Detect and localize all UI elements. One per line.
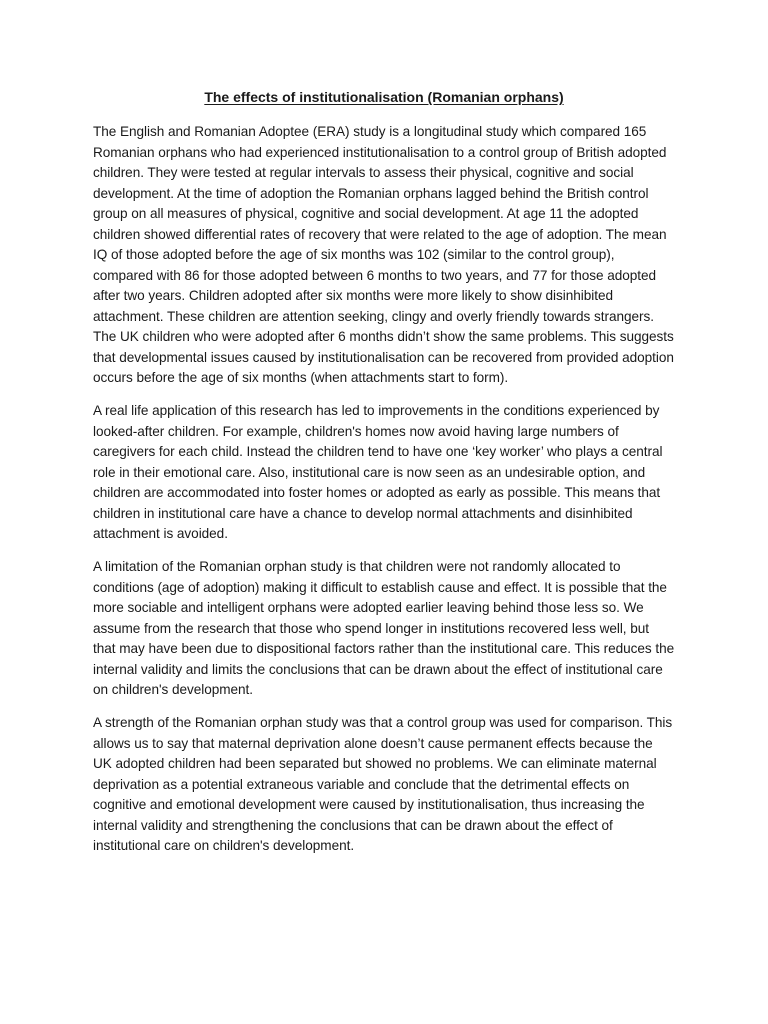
document-title: The effects of institutionalisation (Romanian orphans) (204, 89, 564, 105)
paragraph-limitation: A limitation of the Romanian orphan study is that children were not randomly allocated to conditions (age of adoption) making it difficult to establish cause and effect. It is possible that the more sociable and intelligent orphans were adopted earlier leaving behind those less so. We assume from the research that those who spend longer in institutions recovered less well, but that may have been due to dispositional factors rather than the institutional care. This reduces the internal validity and limits the conclusions that can be drawn about the effect of institutional care on children's development. (93, 559, 675, 697)
paragraph-era-study: The English and Romanian Adoptee (ERA) study is a longitudinal study which compared 165 Romanian orphans who had experienced institutionalisation to a control group of British adopted children. They were tested at regular intervals to assess their physical, cognitive and social development. At the time of adoption the Romanian orphans lagged behind the British control group on all measures of physical, cognitive and social development. At age 11 the adopted children showed differential rates of recovery that were related to the age of adoption. The mean IQ of those adopted before the age of six months was 102 (similar to the control group), compared with 86 for those adopted between 6 months to two years, and 77 for those adopted after two years. Children adopted after six months were more likely to show disinhibited attachment. These children are attention seeking, clingy and overly friendly towards strangers. The UK children who were adopted after 6 months didn’t show the same problems. This suggests that developmental issues caused by institutionalisation can be recovered from provided adoption occurs before the age of six months (when attachments start to form). (93, 124, 674, 385)
paragraph-real-life-application: A real life application of this research has led to improvements in the conditions experienced by looked-after children. For example, children's homes now avoid having large numbers of caregivers for each child. Instead the children tend to have one ‘key worker’ who plays a central role in their emotional care. Also, institutional care is now seen as an undesirable option, and children are accommodated into foster homes or adopted as early as possible. This means that children in institutional care have a chance to develop normal attachments and disinhibited attachment is avoided. (93, 403, 663, 541)
paragraph-strength: A strength of the Romanian orphan study was that a control group was used for comparison. This allows us to say that maternal deprivation alone doesn’t cause permanent effects because the UK adopted children had been separated but showed no problems. We can eliminate maternal deprivation as a potential extraneous variable and conclude that the detrimental effects on cognitive and emotional development were caused by institutionalisation, thus increasing the internal validity and strengthening the conclusions that can be drawn about the effect of institutional care on children's development. (93, 715, 673, 853)
